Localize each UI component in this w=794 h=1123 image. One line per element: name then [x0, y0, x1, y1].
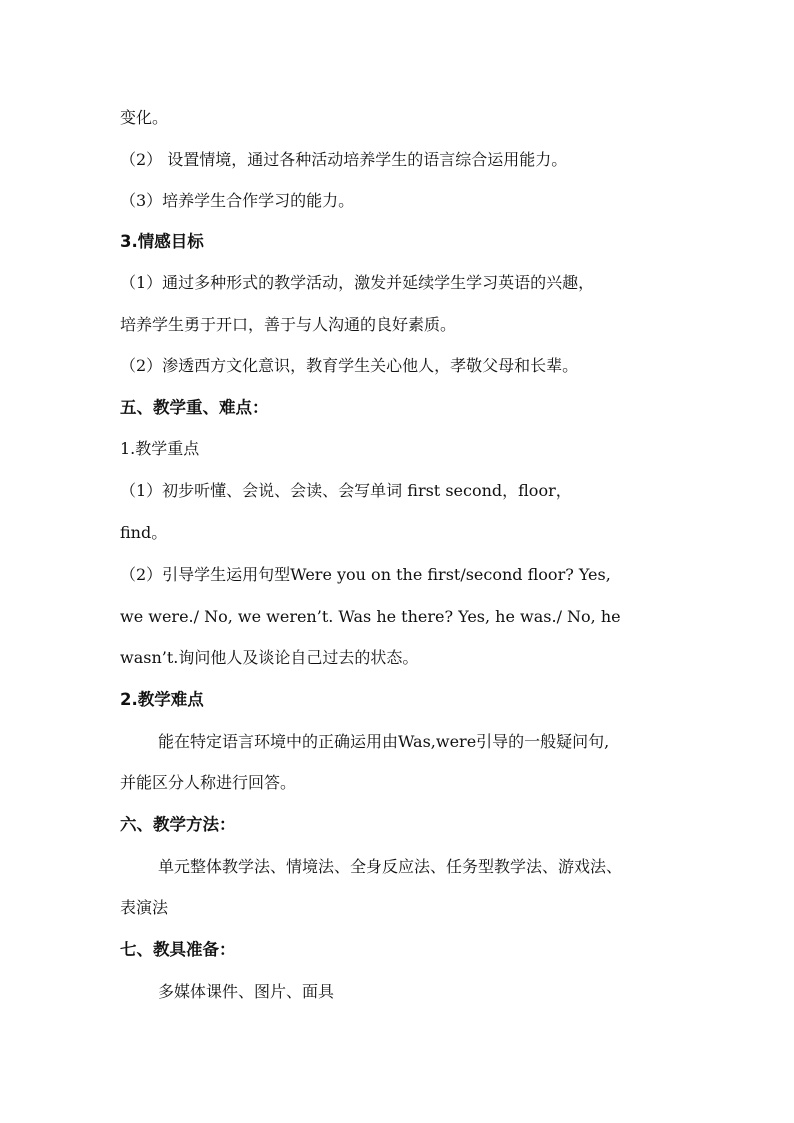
subheading-line: 1.教学重点	[120, 439, 200, 458]
text-line: （2）引导学生运用句型Were you on the first/second floor? Yes,	[120, 565, 611, 584]
text-line: find。	[120, 523, 168, 542]
text-line: 单元整体教学法、情境法、全身反应法、任务型教学法、游戏法、	[158, 857, 623, 876]
section-heading: 五、教学重、难点：	[120, 398, 269, 417]
text-line: 变化。	[120, 108, 169, 127]
text-line: 培养学生勇于开口，善于与人沟通的良好素质。	[120, 315, 457, 334]
text-line: （2）渗透西方文化意识，教育学生关心他人，孝敬父母和长辈。	[120, 356, 579, 375]
text-line: （1）通过多种形式的教学活动，激发并延续学生学习英语的兴趣，	[120, 273, 595, 292]
text-line: 并能区分人称进行回答。	[120, 773, 297, 792]
text-line: （3）培养学生合作学习的能力。	[120, 191, 355, 210]
text-line: we were./ No, we weren’t. Was he there? Yes, he was./ No, he	[120, 607, 621, 626]
text-line: 多媒体课件、图片、面具	[158, 982, 335, 1001]
section-heading: 七、教具准备：	[120, 940, 236, 959]
text-line: （2） 设置情境，通过各种活动培养学生的语言综合运用能力。	[120, 150, 568, 169]
text-line: wasn’t.询问他人及谈论自己过去的状态。	[120, 648, 419, 667]
text-line: （1）初步听懂、会说、会读、会写单词 first second，floor，	[120, 481, 572, 500]
section-heading: 六、教学方法：	[120, 815, 236, 834]
text-line: 能在特定语言环境中的正确运用由Was,were引导的一般疑问句,	[158, 732, 610, 751]
text-line: 表演法	[120, 898, 169, 917]
section-heading: 3.情感目标	[120, 232, 204, 251]
section-heading: 2.教学难点	[120, 690, 204, 709]
